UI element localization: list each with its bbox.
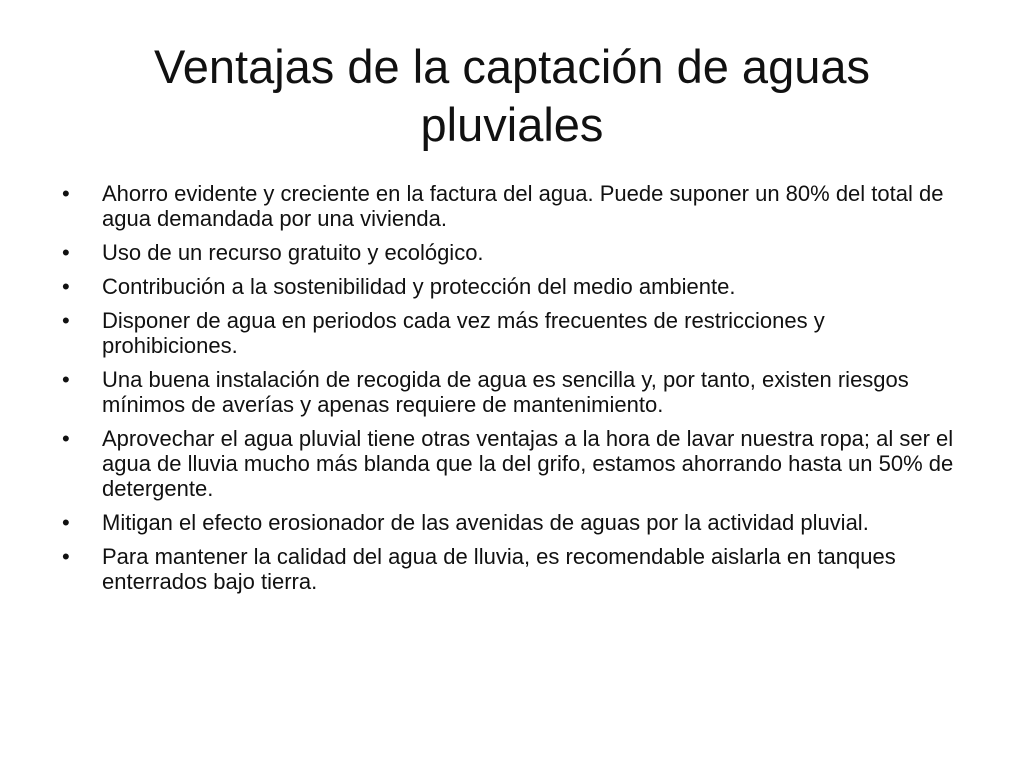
list-item (62, 274, 962, 299)
bullet-text: Disponer de agua en periodos cada vez más frecuentes de restricciones y prohibiciones. (102, 308, 825, 358)
bullet-text: Aprovechar el agua pluvial tiene otras ventajas a la hora de lavar nuestra ropa; al ser el agua de lluvia mucho más blanda que la del grifo, estamos ahorrando hasta un 50% de detergente. (102, 426, 954, 501)
bullet-text: Uso de un recurso gratuito y ecológico. (102, 240, 484, 265)
bullet-dot-icon: • (62, 510, 70, 535)
list-item (62, 426, 962, 501)
list-item (62, 240, 962, 265)
bullet-dot-icon: • (62, 274, 70, 299)
slide-title: Ventajas de la captación de aguas pluviales (154, 40, 870, 151)
bullet-list (62, 181, 962, 603)
list-item (62, 367, 962, 417)
list-item (62, 181, 962, 231)
bullet-text: Contribución a la sostenibilidad y protección del medio ambiente. (102, 274, 736, 299)
bullet-dot-icon: • (62, 544, 70, 569)
bullet-text: Para mantener la calidad del agua de lluvia, es recomendable aislarla en tanques enterrados bajo tierra. (102, 544, 896, 594)
bullet-dot-icon: • (62, 181, 70, 206)
bullet-text: Una buena instalación de recogida de agua es sencilla y, por tanto, existen riesgos mínimos de averías y apenas requiere de mantenimiento. (102, 367, 909, 417)
bullet-text: Ahorro evidente y creciente en la factura del agua. Puede suponer un 80% del total de agua demandada por una vivienda. (102, 181, 944, 231)
bullet-dot-icon: • (62, 426, 70, 451)
bullet-text: Mitigan el efecto erosionador de las avenidas de aguas por la actividad pluvial. (102, 510, 869, 535)
list-item (62, 308, 962, 358)
bullet-dot-icon: • (62, 367, 70, 392)
list-item (62, 544, 962, 594)
bullet-dot-icon: • (62, 240, 70, 265)
bullet-dot-icon: • (62, 308, 70, 333)
list-item (62, 510, 962, 535)
